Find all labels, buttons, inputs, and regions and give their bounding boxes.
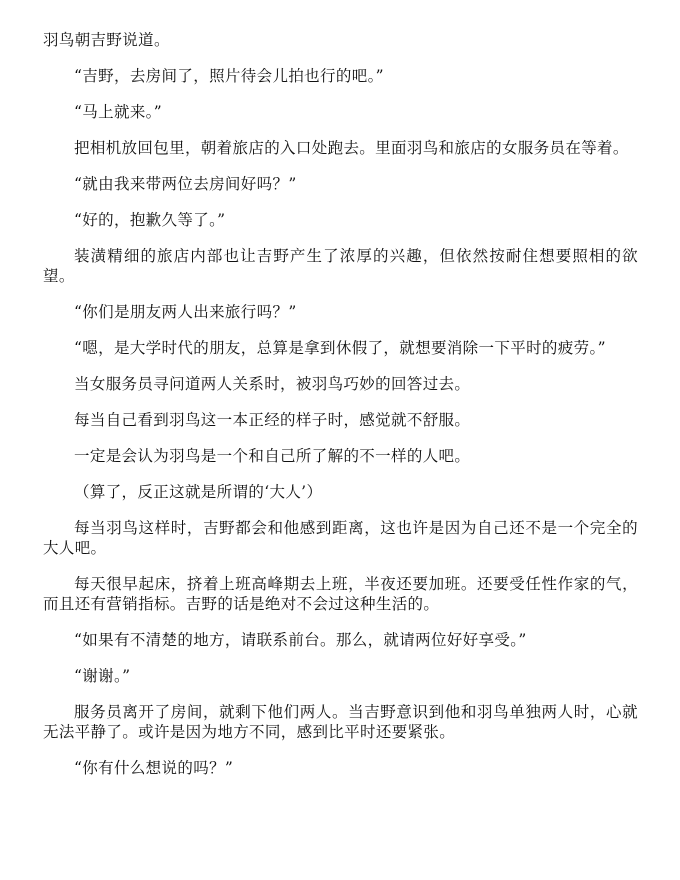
- paragraph-2: “吉野，去房间了，照片待会儿拍也行的吧。”: [74, 67, 384, 85]
- paragraph-7: 装潢精细的旅店内部也让吉野产生了浓厚的兴趣，但依然按耐住想要照相的欲望。: [43, 247, 638, 285]
- paragraph-18: 服务员离开了房间，就剩下他们两人。当吉野意识到他和羽鸟单独两人时，心就无法平静了。或许是因为地方不同，感到比平时还要紧张。: [43, 703, 638, 741]
- paragraph-6: “好的，抱歉久等了。”: [74, 211, 226, 229]
- paragraph-3: “马上就来。”: [74, 103, 163, 121]
- paragraph-19: “你有什么想说的吗？”: [74, 759, 234, 777]
- paragraph-14: 每当羽鸟这样时，吉野都会和他感到距离，这也许是因为自己还不是一个完全的大人吧。: [43, 519, 638, 557]
- paragraph-5: “就由我来带两位去房间好吗？”: [74, 175, 297, 193]
- paragraph-4: 把相机放回包里，朝着旅店的入口处跑去。里面羽鸟和旅店的女服务员在等着。: [74, 139, 629, 157]
- paragraph-9: “嗯，是大学时代的朋友，总算是拿到休假了，就想要消除一下平时的疲劳。”: [74, 339, 606, 357]
- paragraph-10: 当女服务员寻问道两人关系时，被羽鸟巧妙的回答过去。: [74, 375, 471, 393]
- paragraph-15: 每天很早起床，挤着上班高峰期去上班，半夜还要加班。还要受任性作家的气，而且还有营销指标。吉野的话是绝对不会过这种生活的。: [43, 575, 638, 613]
- paragraph-13: （算了，反正这就是所谓的‘大人’）: [74, 483, 323, 501]
- paragraph-11: 每当自己看到羽鸟这一本正经的样子时，感觉就不舒服。: [74, 411, 471, 429]
- paragraph-1: 羽鸟朝吉野说道。: [43, 31, 170, 49]
- paragraph-12: 一定是会认为羽鸟是一个和自己所了解的不一样的人吧。: [74, 447, 471, 465]
- paragraph-8: “你们是朋友两人出来旅行吗？”: [74, 303, 297, 321]
- paragraph-16: “如果有不清楚的地方，请联系前台。那么，就请两位好好享受。”: [74, 631, 527, 649]
- paragraph-17: “谢谢。”: [74, 667, 131, 685]
